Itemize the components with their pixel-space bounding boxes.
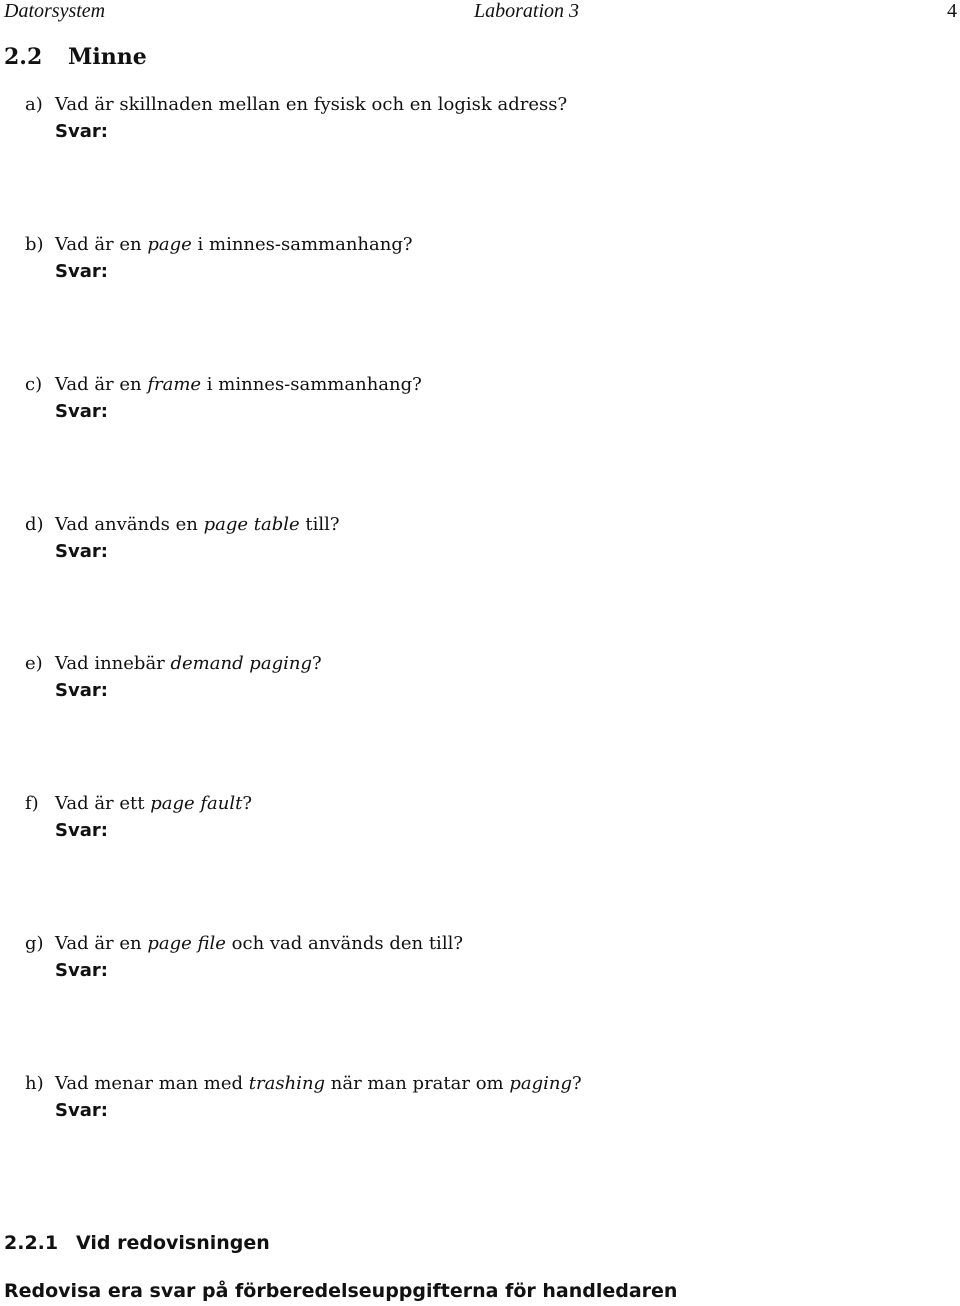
question-part: när man pratar om [325,1073,510,1094]
question-part: Vad är en [55,234,148,255]
answer-label: Svar: [55,261,108,282]
question-term: trashing [248,1073,326,1094]
question-term: page file [147,933,226,954]
question-text [25,93,925,117]
question-part: i minnes-sammanhang? [191,234,413,255]
subsection-heading [4,1232,270,1254]
question-label: a) [25,94,43,115]
question-part: och vad används den till? [225,933,463,954]
subsection-title: Vid redovisningen [76,1232,270,1254]
header-course-name: Datorsystem [4,0,106,22]
question-e [25,652,925,703]
question-term: page table [203,514,300,535]
question-part: Vad är ett [55,793,151,814]
question-part: ? [242,793,253,814]
section-title: Minne [68,44,147,70]
question-text [25,373,925,397]
question-text [25,932,925,956]
question-label: h) [25,1073,44,1094]
question-part: Vad används en [55,514,204,535]
question-term: frame [147,374,202,395]
question-term: demand paging [170,653,312,674]
question-g [25,932,925,983]
answer-label: Svar: [55,960,108,981]
question-h [25,1072,925,1123]
answer-label: Svar: [55,401,108,422]
question-b [25,233,925,284]
section-heading [4,44,147,70]
question-f [25,792,925,843]
question-label: f) [25,793,39,814]
question-label: b) [25,234,44,255]
answer-label: Svar: [55,1100,108,1121]
question-term: paging [509,1073,572,1094]
question-part: Vad är en [55,374,148,395]
header-lab-title: Laboration 3 [474,0,580,22]
answer-label: Svar: [55,121,108,142]
question-text [25,233,925,257]
question-c [25,373,925,424]
section-number: 2.2 [4,44,43,70]
question-part: Vad är skillnaden mellan en fysisk och en logisk adress? [55,94,568,115]
question-part: Vad menar man med [55,1073,249,1094]
question-label: g) [25,933,44,954]
question-d [25,513,925,564]
question-label: d) [25,514,44,535]
question-label: e) [25,653,43,674]
question-part: Vad innebär [55,653,171,674]
question-term: page [147,234,192,255]
question-part: i minnes-sammanhang? [201,374,422,395]
question-text [25,1072,925,1096]
question-label: c) [25,374,43,395]
question-term: page fault [150,793,243,814]
question-text [25,652,925,676]
question-part: ? [571,1073,582,1094]
question-text [25,792,925,816]
header-page-number: 4 [947,0,957,22]
page-header [0,0,960,24]
answer-label: Svar: [55,541,108,562]
question-part: till? [299,514,340,535]
question-part: ? [311,653,322,674]
answer-label: Svar: [55,820,108,841]
subsection-number: 2.2.1 [4,1232,59,1254]
instruction-text: Redovisa era svar på förberedelseuppgifterna för handledaren [4,1280,678,1302]
answer-label: Svar: [55,680,108,701]
question-part: Vad är en [55,933,148,954]
question-text [25,513,925,537]
question-a [25,93,925,144]
